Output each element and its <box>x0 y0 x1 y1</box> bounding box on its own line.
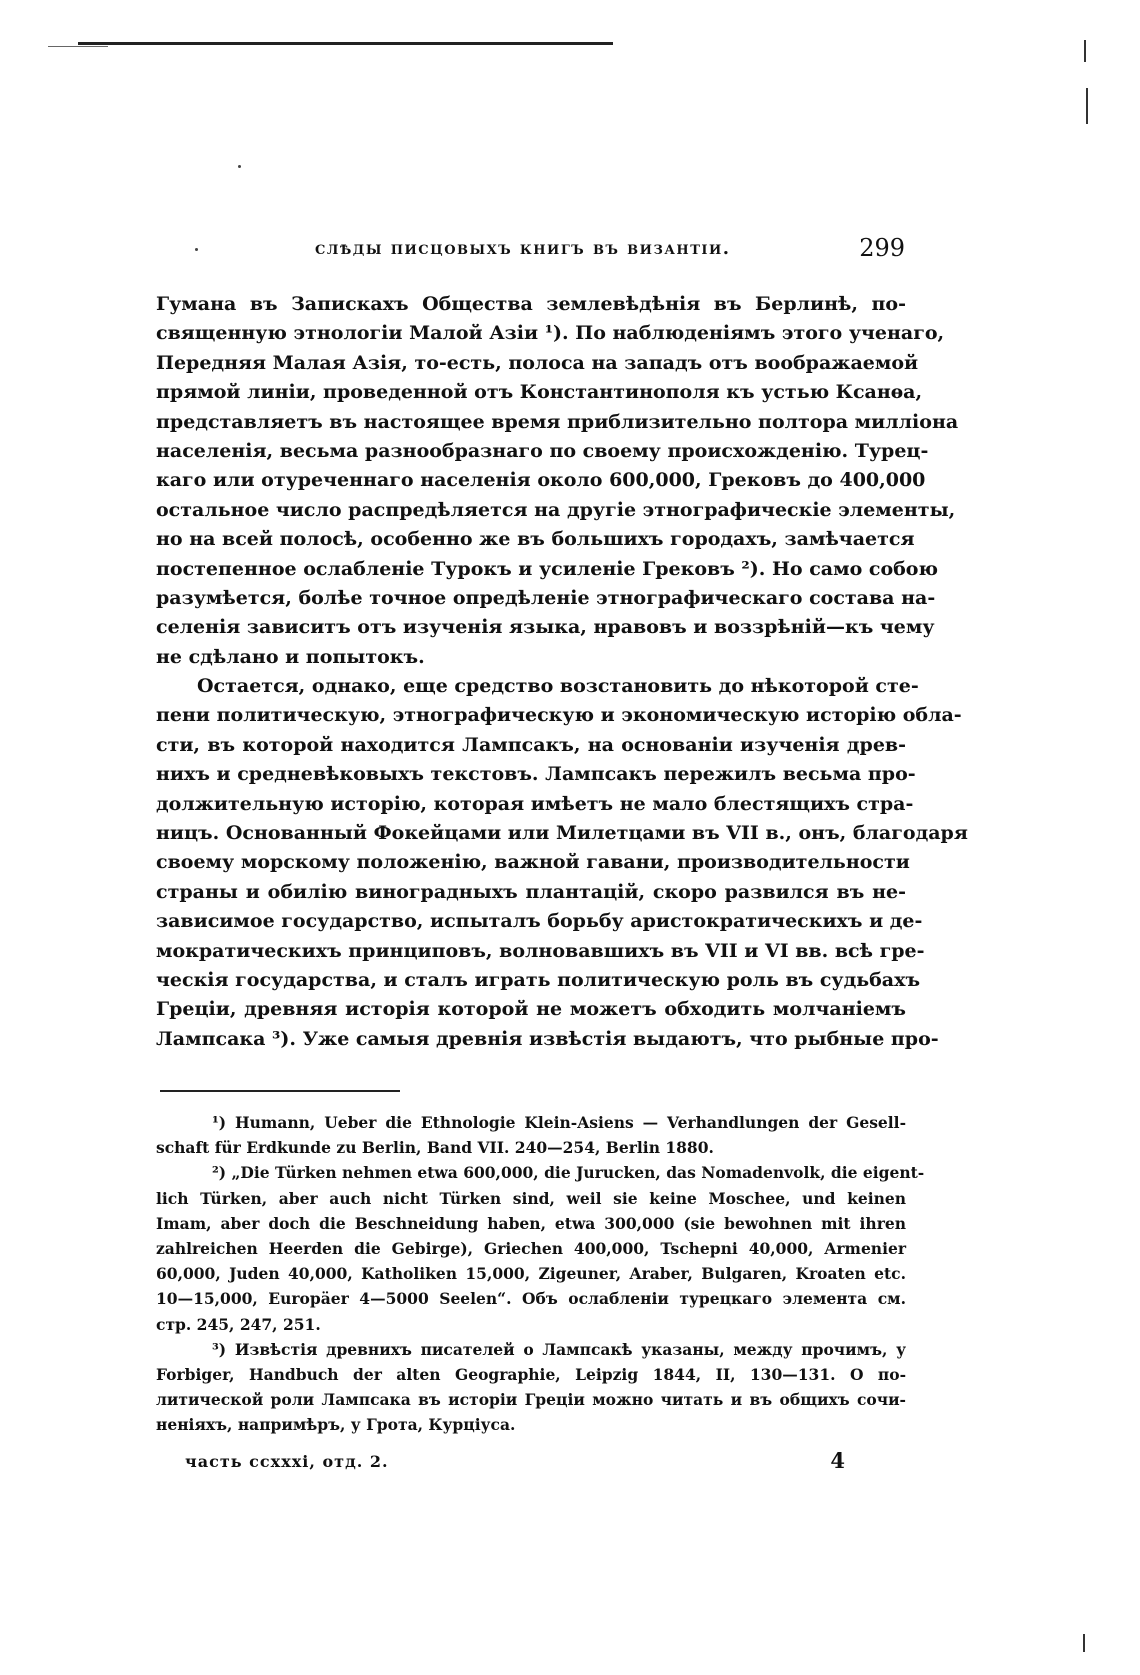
signature-line <box>185 1448 845 1478</box>
text-line: Остается, однако, еще средство возстановить до нѣкоторой сте- <box>197 675 919 698</box>
footnote-line: 60,000, Juden 40,000, Katholiken 15,000, Zigeuner, Araber, Bulgaren, Kroaten etc. <box>156 1264 906 1284</box>
text-line: должительную исторію, которая имѣетъ не мало блестящихъ стра- <box>156 792 914 815</box>
footnote-line: zahlreichen Heerden die Gebirge), Griechen 400,000, Tschepni 40,000, Armenier <box>156 1238 906 1258</box>
body-text <box>156 290 968 1054</box>
text-line: представляетъ въ настоящее время приблизительно полтора милліона <box>156 410 959 433</box>
text-line: нихъ и средневѣковыхъ текстовъ. Лампсакъ пережилъ весьма про- <box>156 763 916 786</box>
footnote-line: 10—15,000, Europäer 4—5000 Seelen“. Объ ослабленіи турецкаго элемента см. <box>156 1289 906 1309</box>
speck <box>238 165 241 168</box>
edge-mark-bottom <box>1083 1634 1085 1652</box>
edge-mark-middle <box>1086 88 1088 124</box>
footnote-line: ¹) Humann, Ueber die Ethnologie Klein-Asiens — Verhandlungen der Gesell- <box>212 1113 906 1132</box>
signature-number: 4 <box>830 1448 845 1473</box>
footnote-line: Forbiger, Handbuch der alten Geographie, Leipzig 1844, II, 130—131. О по- <box>156 1364 906 1384</box>
text-line: сти, въ которой находится Лампсакъ, на основаніи изученія древ- <box>156 733 906 756</box>
text-line: своему морскому положенію, важной гавани, производительности <box>156 851 910 874</box>
text-line: мократическихъ принциповъ, волновавшихъ въ VII и VI вв. всѣ гре- <box>156 939 925 962</box>
footnote-line: schaft für Erdkunde zu Berlin, Band VII. 240—254, Berlin 1880. <box>156 1138 714 1158</box>
text-line: Гумана въ Запискахъ Общества землевѣдѣнія въ Берлинѣ, по- <box>156 293 906 315</box>
text-line: разумѣется, болѣе точное опредѣленіе этнографическаго состава на- <box>156 586 936 609</box>
footnote-line: стр. 245, 247, 251. <box>156 1314 321 1334</box>
text-line: не сдѣлано и попытокъ. <box>156 645 425 668</box>
footnote-rule <box>160 1090 400 1092</box>
text-line: но на всей полосѣ, особенно же въ большихъ городахъ, замѣчается <box>156 528 915 551</box>
text-line: священную этнологіи Малой Азіи ¹). По наблюденіямъ этого ученаго, <box>156 322 945 345</box>
text-line: пени политическую, этнографическую и экономическую исторію обла- <box>156 704 962 727</box>
text-line: населенія, весьма разнообразнаго по своему происхожденію. Турец- <box>156 439 929 462</box>
footnotes <box>156 1110 925 1437</box>
footnote-line: lich Türken, aber auch nicht Türken sind, weil sie keine Moschee, und keinen <box>156 1188 906 1208</box>
footnote-line: неніяхъ, напримѣръ, у Грота, Курціуса. <box>156 1415 516 1435</box>
text-line: прямой линіи, проведенной отъ Константинополя къ устью Ксанѳа, <box>156 381 923 404</box>
text-line: ницъ. Основанный Фокейцами или Милетцами въ VII в., онъ, благодаря <box>156 822 968 845</box>
footnote-line: ³) Извѣстія древнихъ писателей о Лампсакѣ указаны, между прочимъ, у <box>212 1339 906 1359</box>
top-rule <box>78 42 613 45</box>
page-number: 299 <box>859 234 905 262</box>
signature-text: часть ccxxxi, отд. 2. <box>185 1452 389 1471</box>
running-head <box>190 234 905 264</box>
footnote-line: Imam, aber doch die Beschneidung haben, etwa 300,000 (sie bewohnen mit ihren <box>156 1213 906 1233</box>
text-line: ческія государства, и сталъ играть политическую роль въ судьбахъ <box>156 968 921 991</box>
text-line: каго или отуреченнаго населенія около 600,000, Грековъ до 400,000 <box>156 469 926 492</box>
text-line: страны и обилію виноградныхъ плантацій, скоро развился въ не- <box>156 880 906 903</box>
text-line: остальное число распредѣляется на другіе этнографическіе элементы, <box>156 498 956 521</box>
text-line: зависимое государство, испыталъ борьбу аристократическихъ и де- <box>156 910 923 933</box>
edge-mark-top <box>1084 40 1086 62</box>
text-line: Греціи, древняя исторія которой не можетъ обходить молчаніемъ <box>156 998 906 1021</box>
text-line: Лампсака ³). Уже самыя древнія извѣстія выдаютъ, что рыбные про- <box>156 1027 939 1050</box>
footnote-line: литической роли Лампсака въ исторіи Греціи можно читать и въ общихъ сочи- <box>156 1390 906 1410</box>
text-line: селенія зависитъ отъ изученія языка, нравовъ и воззрѣній—къ чему <box>156 616 935 639</box>
running-title: слѣды писцовыхъ книгъ въ византіи. <box>315 238 731 259</box>
text-line: Передняя Малая Азія, то-есть, полоса на западъ отъ воображаемой <box>156 351 919 374</box>
text-line: постепенное ослабленіе Турокъ и усиленіе Грековъ ²). Но само собою <box>156 557 938 580</box>
footnote-line: ²) „Die Türken nehmen etwa 600,000, die Jurucken, das Nomadenvolk, die eigent- <box>212 1163 925 1183</box>
